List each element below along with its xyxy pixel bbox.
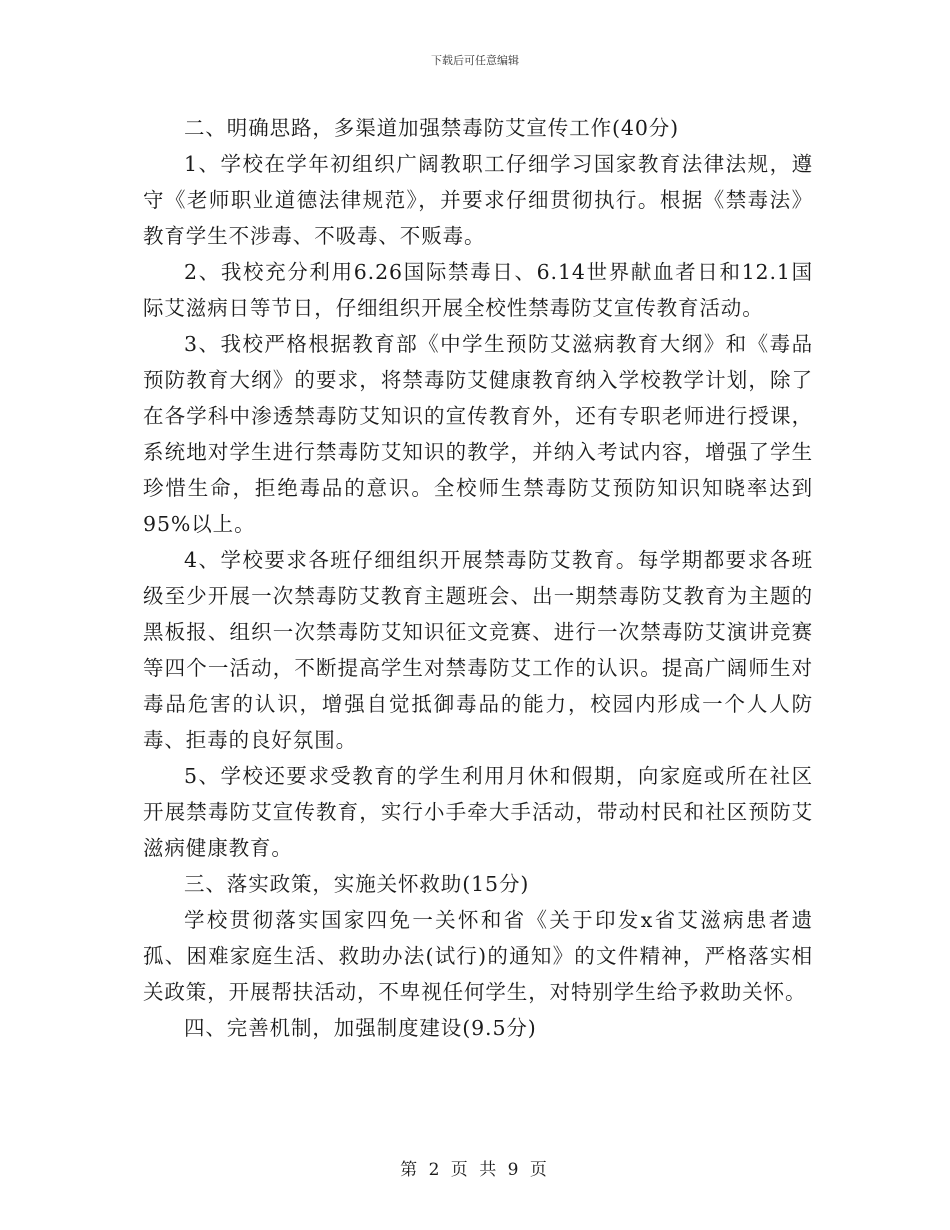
section-heading-4: 四、完善机制，加强制度建设(9.5分) xyxy=(184,1016,537,1040)
document-body xyxy=(143,110,813,1046)
section-heading-2: 二、明确思路，多渠道加强禁毒防艾宣传工作(40分) xyxy=(184,116,680,140)
page-header: 下载后可任意编辑 xyxy=(431,54,519,67)
page-number-footer: 第 2 页 共 9 页 xyxy=(400,1160,550,1180)
section-heading-3: 三、落实政策，实施关怀救助(15分) xyxy=(184,872,530,896)
paragraph-item-1: 1、学校在学年初组织广阔教职工仔细学习国家教育法律法规，遵守《老师职业道德法律规范》，并要求仔细贯彻执行。根据《禁毒法》教育学生不涉毒、不吸毒、不贩毒。 xyxy=(143,152,813,248)
paragraph-item-2: 2、我校充分利用6.26国际禁毒日、6.14世界献血者日和12.1国际艾滋病日等节日，仔细组织开展全校性禁毒防艾宣传教育活动。 xyxy=(143,260,813,320)
paragraph-item-4: 4、学校要求各班仔细组织开展禁毒防艾教育。每学期都要求各班级至少开展一次禁毒防艾教育主题班会、出一期禁毒防艾教育为主题的黑板报、组织一次禁毒防艾知识征文竞赛、进行一次禁毒防艾演讲竞赛等四个一活动，不断提高学生对禁毒防艾工作的认识。提高广阔师生对毒品危害的认识，增强自觉抵御毒品的能力，校园内形成一个人人防毒、拒毒的良好氛围。 xyxy=(143,548,813,752)
paragraph-item-5: 5、学校还要求受教育的学生利用月休和假期，向家庭或所在社区开展禁毒防艾宣传教育，实行小手牵大手活动，带动村民和社区预防艾滋病健康教育。 xyxy=(143,764,813,860)
paragraph-relief: 学校贯彻落实国家四免一关怀和省《关于印发x省艾滋病患者遗孤、困难家庭生活、救助办法(试行)的通知》的文件精神，严格落实相关政策，开展帮扶活动，不卑视任何学生，对特别学生给予救助关怀。 xyxy=(143,908,813,1004)
paragraph-item-3: 3、我校严格根据教育部《中学生预防艾滋病教育大纲》和《毒品预防教育大纲》的要求，将禁毒防艾健康教育纳入学校教学计划，除了在各学科中渗透禁毒防艾知识的宣传教育外，还有专职老师进行授课，系统地对学生进行禁毒防艾知识的教学，并纳入考试内容，增强了学生珍惜生命，拒绝毒品的意识。全校师生禁毒防艾预防知识知晓率达到95%以上。 xyxy=(143,332,813,536)
